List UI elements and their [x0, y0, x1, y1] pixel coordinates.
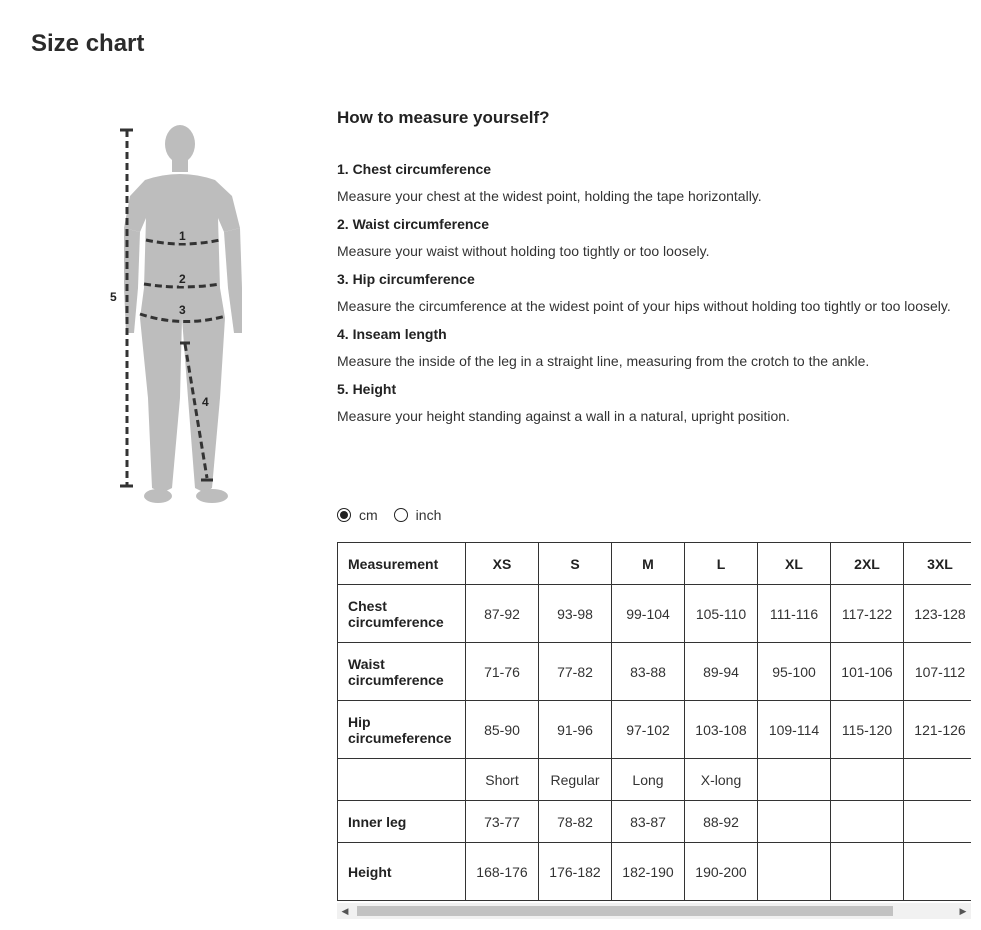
page-title: Size chart [31, 30, 145, 57]
table-cell: Short [466, 759, 539, 801]
table-cell: 168-176 [466, 843, 539, 901]
guide-step [337, 268, 967, 317]
figure-label-1: 1 [179, 229, 186, 243]
table-row [338, 801, 972, 843]
header-cell: 2XL [831, 543, 904, 585]
guide-step [337, 323, 967, 372]
table-cell: 88-92 [685, 801, 758, 843]
table-cell: 109-114 [758, 701, 831, 759]
step-title: 2. Waist circumference [337, 216, 489, 232]
unit-inch-label: inch [415, 507, 442, 523]
table-cell [758, 843, 831, 901]
table-cell [904, 759, 972, 801]
table-cell [758, 801, 831, 843]
table-cell: 83-88 [612, 643, 685, 701]
unit-cm-radio[interactable] [337, 507, 378, 523]
table-cell: 87-92 [466, 585, 539, 643]
row-header: Chest circumference [338, 585, 466, 643]
body-silhouette-illustration [100, 118, 260, 518]
row-header: Inner leg [338, 801, 466, 843]
step-desc: Measure your chest at the widest point, holding the tape horizontally. [337, 188, 762, 204]
table-cell: 95-100 [758, 643, 831, 701]
table-cell: 190-200 [685, 843, 758, 901]
guide-heading: How to measure yourself? [337, 108, 550, 127]
table-cell: 101-106 [831, 643, 904, 701]
table-cell: 115-120 [831, 701, 904, 759]
row-header [338, 759, 466, 801]
step-desc: Measure your waist without holding too tightly or too loosely. [337, 243, 710, 259]
figure-label-2: 2 [179, 272, 186, 286]
table-cell: 97-102 [612, 701, 685, 759]
figure-label-5: 5 [110, 290, 117, 304]
table-row [338, 585, 972, 643]
table-cell: 123-128 [904, 585, 972, 643]
table-cell: 121-126 [904, 701, 972, 759]
header-cell: M [612, 543, 685, 585]
table-cell: 77-82 [539, 643, 612, 701]
table-cell [904, 801, 972, 843]
step-title: 1. Chest circumference [337, 161, 492, 177]
header-cell: XL [758, 543, 831, 585]
unit-toggle [337, 507, 457, 523]
scroll-right-arrow-icon[interactable]: ▶ [959, 906, 967, 916]
table-cell [831, 801, 904, 843]
unit-inch-radio[interactable] [394, 507, 442, 523]
body-measurement-figure [100, 118, 260, 518]
table-cell: X-long [685, 759, 758, 801]
row-header: Height [338, 843, 466, 901]
table-cell: 89-94 [685, 643, 758, 701]
table-cell: 83-87 [612, 801, 685, 843]
table-cell [831, 759, 904, 801]
header-cell: S [539, 543, 612, 585]
table-cell: 176-182 [539, 843, 612, 901]
table-cell: 99-104 [612, 585, 685, 643]
size-table [337, 542, 971, 901]
step-title: 4. Inseam length [337, 326, 447, 342]
table-row [338, 843, 972, 901]
header-cell: Measurement [338, 543, 466, 585]
size-table-container[interactable] [337, 542, 971, 901]
step-title: 5. Height [337, 381, 397, 397]
unit-cm-label: cm [359, 507, 378, 523]
scroll-left-arrow-icon[interactable]: ◀ [341, 906, 349, 916]
table-cell: 93-98 [539, 585, 612, 643]
table-cell: 78-82 [539, 801, 612, 843]
table-cell [831, 843, 904, 901]
table-cell: 111-116 [758, 585, 831, 643]
table-horizontal-scrollbar[interactable] [337, 903, 971, 919]
header-cell: 3XL [904, 543, 972, 585]
guide-step [337, 378, 967, 427]
radio-checked-icon[interactable] [337, 508, 351, 522]
step-title: 3. Hip circumference [337, 271, 475, 287]
radio-unchecked-icon[interactable] [394, 508, 408, 522]
table-cell [758, 759, 831, 801]
figure-label-3: 3 [179, 303, 186, 317]
table-cell [904, 843, 972, 901]
table-row [338, 759, 972, 801]
measure-guide [337, 108, 967, 433]
table-cell: 105-110 [685, 585, 758, 643]
scrollbar-thumb[interactable] [357, 906, 893, 916]
table-cell: Long [612, 759, 685, 801]
table-cell: 85-90 [466, 701, 539, 759]
table-cell: Regular [539, 759, 612, 801]
table-cell: 117-122 [831, 585, 904, 643]
table-cell: 71-76 [466, 643, 539, 701]
row-header: Waist circumference [338, 643, 466, 701]
step-desc: Measure your height standing against a wall in a natural, upright position. [337, 408, 790, 424]
table-cell: 103-108 [685, 701, 758, 759]
header-cell: L [685, 543, 758, 585]
table-cell: 73-77 [466, 801, 539, 843]
table-cell: 91-96 [539, 701, 612, 759]
table-cell: 182-190 [612, 843, 685, 901]
step-desc: Measure the circumference at the widest point of your hips without holding too tightly or too loosely. [337, 298, 951, 314]
guide-step [337, 213, 967, 262]
table-row [338, 701, 972, 759]
figure-label-4: 4 [202, 395, 209, 409]
table-header-row [338, 543, 972, 585]
guide-step [337, 158, 967, 207]
table-row [338, 643, 972, 701]
step-desc: Measure the inside of the leg in a straight line, measuring from the crotch to the ankle. [337, 353, 870, 369]
table-cell: 107-112 [904, 643, 972, 701]
row-header: Hip circumeference [338, 701, 466, 759]
header-cell: XS [466, 543, 539, 585]
